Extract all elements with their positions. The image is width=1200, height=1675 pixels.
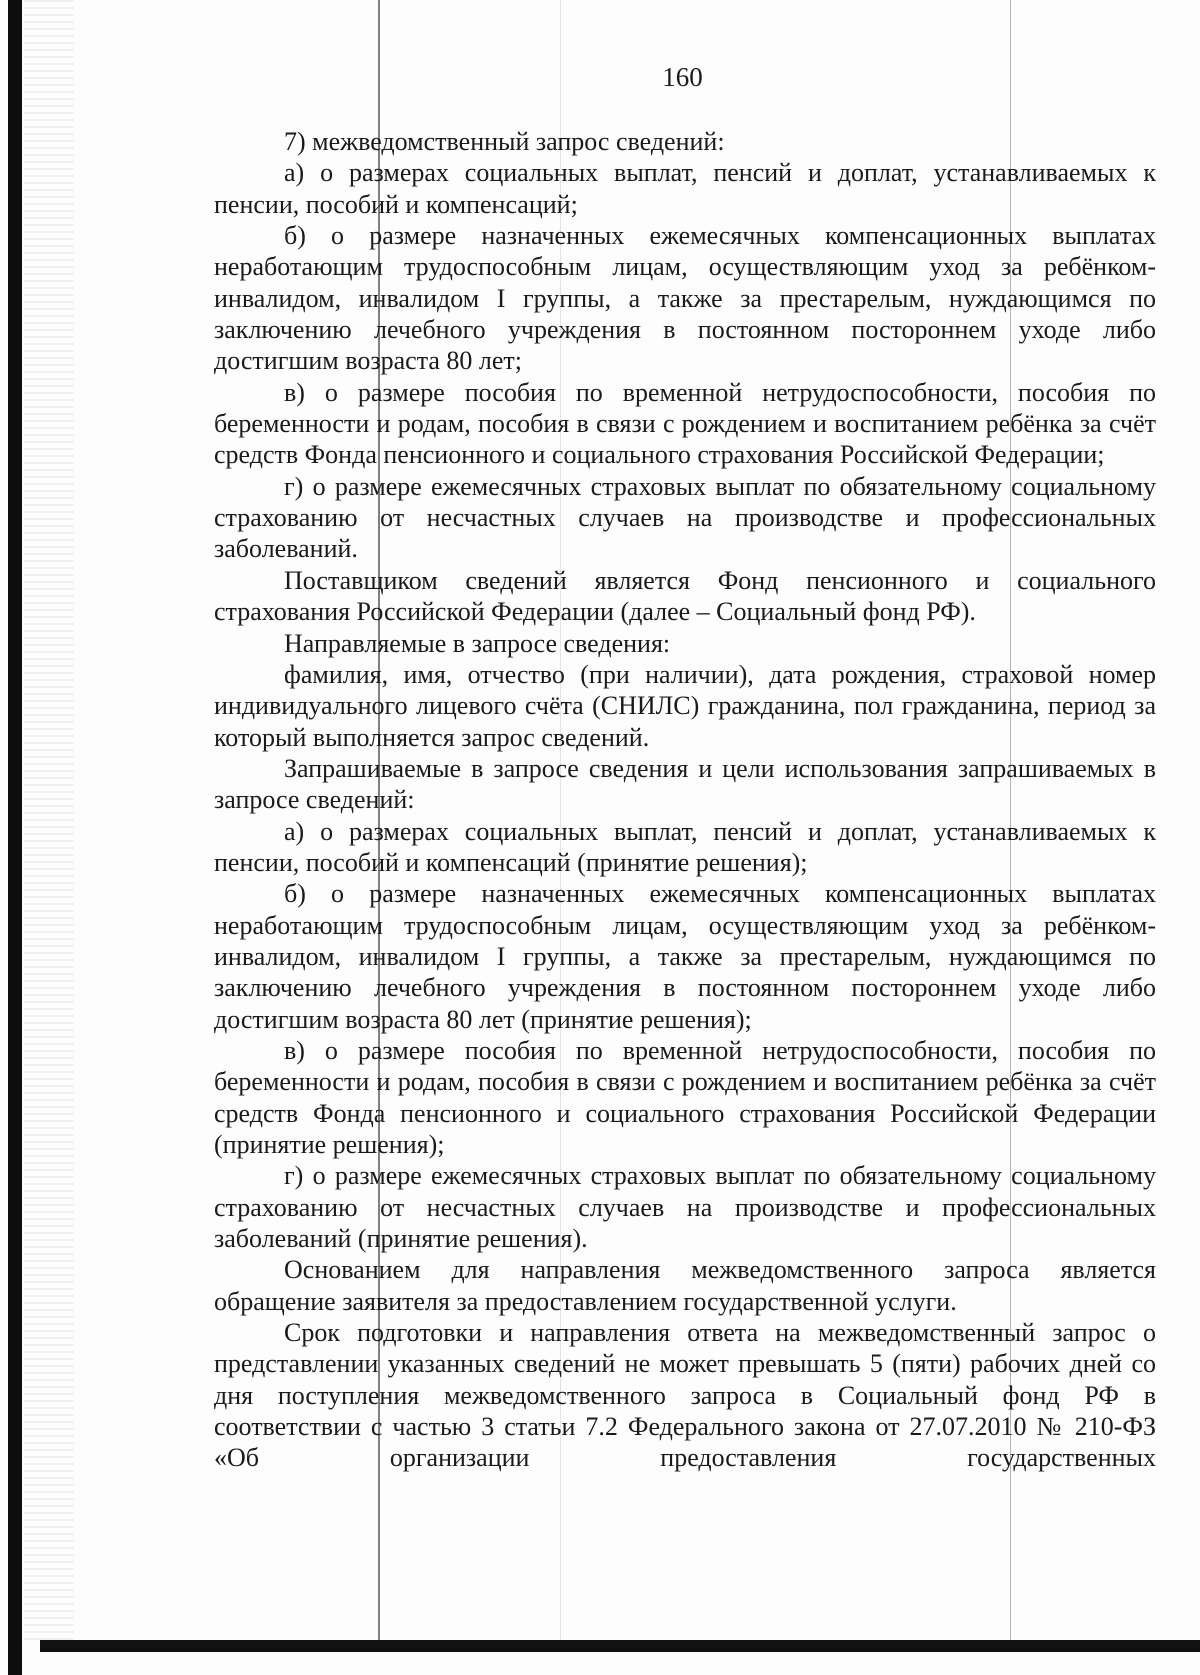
paragraph-item-v: в) о размере пособия по временной нетрудоспособности, пособия по беременности и родам, пособия в связи с рождением и воспитанием ребёнка за счёт средств Фонда пенсионного и социального страхования Российской Федерации; [214, 377, 1156, 470]
paragraph-req-item-a: а) о размерах социальных выплат, пенсий и доплат, устанавливаемых к пенсии, пособий и компенсаций (принятие решения); [214, 816, 1156, 877]
paragraph-request-heading: 7) межведомственный запрос сведений: [284, 127, 725, 156]
paragraph-req-item-b: б) о размере назначенных ежемесячных компенсационных выплатах неработающим трудоспособным лицам, осуществляющим уход за ребёнком-инвалидом, инвалидом I группы, а также за престарелым, нуждающимся по заключению лечебного учреждения в постоянном постороннем уходе либо достигшим возраста 80 лет (принятие решения); [214, 879, 1156, 1034]
scan-edge-left [8, 0, 22, 1675]
paragraph-sent-data-heading: Направляемые в запросе сведения: [284, 628, 671, 658]
scan-edge-bottom [40, 1640, 1200, 1652]
paragraph-item-g: г) о размере ежемесячных страховых выплат по обязательному социальному страхованию от несчастных случаев на производстве и профессиональных заболеваний. [214, 471, 1156, 564]
paragraph-supplier: Поставщиком сведений является Фонд пенсионного и социального страхования Российской Федерации (далее – Социальный фонд РФ). [214, 565, 1156, 627]
paragraph-sent-data: фамилия, имя, отчество (при наличии), дата рождения, страховой номер индивидуального лицевого счёта (СНИЛС) гражданина, пол гражданина, период за который выполняется запрос сведений. [214, 659, 1156, 752]
paragraph-item-b: б) о размере назначенных ежемесячных компенсационных выплатах неработающим трудоспособным лицам, осуществляющим уход за ребёнком-инвалидом, инвалидом I группы, а также за престарелым, нуждающимся по заключению лечебного учреждения в постоянном постороннем уходе либо достигшим возраста 80 лет; [214, 221, 1156, 376]
paragraph-requested-heading: Запрашиваемые в запросе сведения и цели использования запрашиваемых в запросе сведений: [214, 753, 1156, 815]
scan-noise [24, 0, 74, 1640]
document-body [214, 126, 1156, 1474]
paragraph-basis: Основанием для направления межведомственного запроса является обращение заявителя за предоставлением государственной услуги. [214, 1255, 1156, 1316]
paragraph-req-item-v: в) о размере пособия по временной нетрудоспособности, пособия по беременности и родам, пособия в связи с рождением и воспитанием ребёнка за счёт средств Фонда пенсионного и социального страхования Российской Федерации (принятие решения); [214, 1035, 1156, 1159]
paragraph-req-item-g: г) о размере ежемесячных страховых выплат по обязательному социальному страхованию от несчастных случаев на производстве и профессиональных заболеваний (принятие решения). [214, 1161, 1156, 1254]
paragraph-deadline: Срок подготовки и направления ответа на межведомственный запрос о представлении указанных сведений не может превышать 5 (пяти) рабочих дней со дня поступления межведомственного запроса в Социальный фонд РФ в соответствии с частью 3 статьи 7.2 Федерального закона от 27.07.2010 № 210-ФЗ «Об организации предоставления государственных [214, 1318, 1156, 1473]
paragraph-item-a: а) о размерах социальных выплат, пенсий и доплат, устанавливаемых к пенсии, пособий и компенсаций; [214, 158, 1156, 219]
page-number: 160 [662, 62, 703, 92]
